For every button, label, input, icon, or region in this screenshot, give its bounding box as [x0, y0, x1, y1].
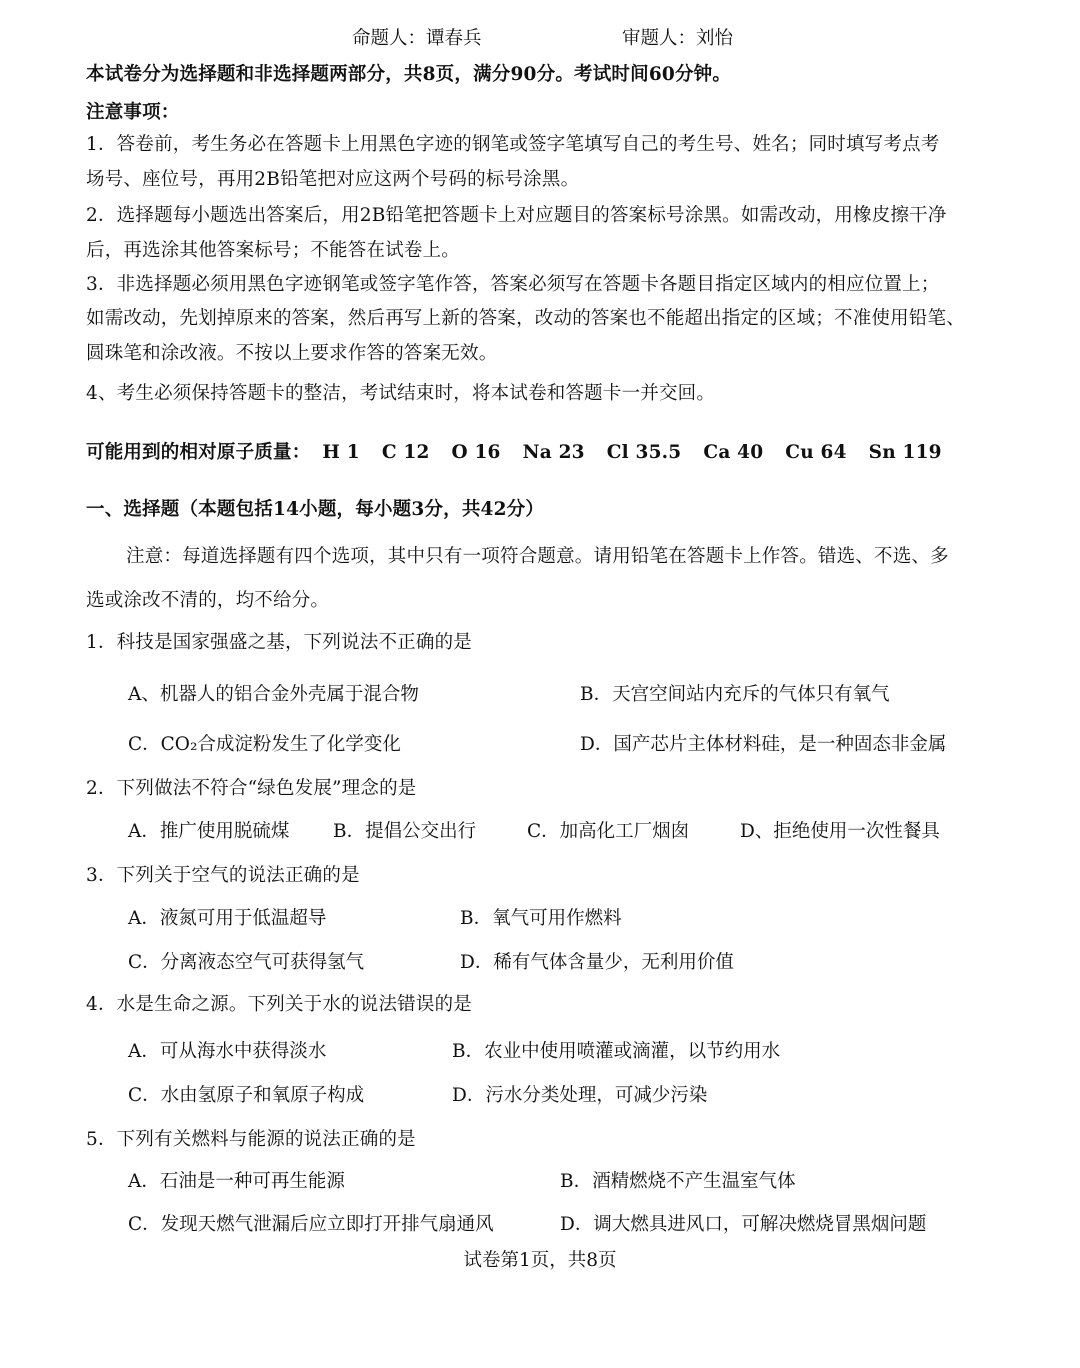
atomic-mass-item: O 16: [451, 442, 501, 463]
question-stem: 3．下列关于空气的说法正确的是: [86, 865, 360, 886]
option-a: A．推广使用脱硫煤: [128, 821, 290, 842]
setter-label: 命题人：谭春兵: [352, 28, 482, 49]
option-c: C．分离液态空气可获得氢气: [128, 952, 365, 973]
notice-line: 后，再选涂其他答案标号；不能答在试卷上。: [86, 240, 461, 261]
question-stem: 4．水是生命之源。下列关于水的说法错误的是: [86, 994, 472, 1015]
option-c: C．CO₂合成淀粉发生了化学变化: [128, 734, 401, 755]
option-a: A．液氮可用于低温超导: [128, 908, 327, 929]
atomic-mass-item: Cl 35.5: [606, 442, 682, 463]
option-d: D、拒绝使用一次性餐具: [740, 821, 940, 842]
notice-line: 圆珠笔和涂改液。不按以上要求作答的答案无效。: [86, 343, 498, 364]
option-c: C．加高化工厂烟囱: [527, 821, 690, 842]
option-b: B．农业中使用喷灌或滴灌，以节约用水: [452, 1041, 781, 1062]
option-b: B．氧气可用作燃料: [460, 908, 622, 929]
option-a: A．可从海水中获得淡水: [128, 1041, 327, 1062]
exam-intro: 本试卷分为选择题和非选择题两部分，共8页，满分90分。考试时间60分钟。: [86, 64, 732, 85]
atomic-mass-item: Cu 64: [785, 442, 847, 463]
option-c: C．发现天燃气泄漏后应立即打开排气扇通风: [128, 1214, 494, 1235]
atomic-mass-item: Na 23: [522, 442, 585, 463]
page-footer: 试卷第1页，共8页: [463, 1250, 617, 1271]
option-b: B．提倡公交出行: [333, 821, 477, 842]
atomic-masses: [86, 441, 964, 465]
atomic-mass-item: Sn 119: [868, 442, 942, 463]
notice-line: 1．答卷前，考生务必在答题卡上用黑色字迹的钢笔或签字笔填写自己的考生号、姓名；同时填写考点考: [86, 134, 940, 155]
question-stem: 2．下列做法不符合“绿色发展”理念的是: [86, 778, 417, 799]
atomic-masses-label: 可能用到的相对原子质量：: [86, 442, 311, 463]
option-d: D．国产芯片主体材料硅，是一种固态非金属: [580, 734, 947, 755]
option-d: D．污水分类处理，可减少污染: [452, 1085, 708, 1106]
atomic-mass-item: H 1: [322, 442, 360, 463]
notice-line: 场号、座位号，再用2B铅笔把对应这两个号码的标号涂黑。: [86, 169, 580, 190]
reviewer-label: 审题人：刘怡: [622, 28, 734, 49]
option-d: D．稀有气体含量少，无利用价值: [460, 952, 734, 973]
question-stem: 5．下列有关燃料与能源的说法正确的是: [86, 1129, 416, 1150]
question-stem: 1．科技是国家强盛之基，下列说法不正确的是: [86, 632, 472, 653]
section-title: 一、选择题（本题包括14小题，每小题3分，共42分）: [86, 499, 545, 520]
option-b: B．天宫空间站内充斥的气体只有氧气: [580, 684, 890, 705]
atomic-mass-item: Ca 40: [703, 442, 764, 463]
notice-title: 注意事项：: [86, 102, 180, 123]
atomic-mass-item: C 12: [381, 442, 430, 463]
option-a: A、机器人的铝合金外壳属于混合物: [128, 684, 419, 705]
section-note: 注意：每道选择题有四个选项，其中只有一项符合题意。请用铅笔在答题卡上作答。错选、不选、多: [126, 546, 949, 567]
section-note: 选或涂改不清的，均不给分。: [86, 590, 330, 611]
notice-line: 3．非选择题必须用黑色字迹钢笔或签字笔作答，答案必须写在答题卡各题目指定区域内的相应位置上；: [86, 274, 940, 295]
notice-line: 如需改动，先划掉原来的答案，然后再写上新的答案，改动的答案也不能超出指定的区域；不准使用铅笔、: [86, 308, 965, 329]
notice-line: 4、考生必须保持答题卡的整洁，考试结束时，将本试卷和答题卡一并交回。: [86, 383, 716, 404]
option-d: D．调大燃具进风口，可解决燃烧冒黑烟问题: [560, 1214, 927, 1235]
option-c: C．水由氢原子和氧原子构成: [128, 1085, 365, 1106]
notice-line: 2．选择题每小题选出答案后，用2B铅笔把答题卡上对应题目的答案标号涂黑。如需改动，用橡皮擦干净: [86, 205, 947, 226]
option-a: A．石油是一种可再生能源: [128, 1171, 345, 1192]
option-b: B．酒精燃烧不产生温室气体: [560, 1171, 796, 1192]
